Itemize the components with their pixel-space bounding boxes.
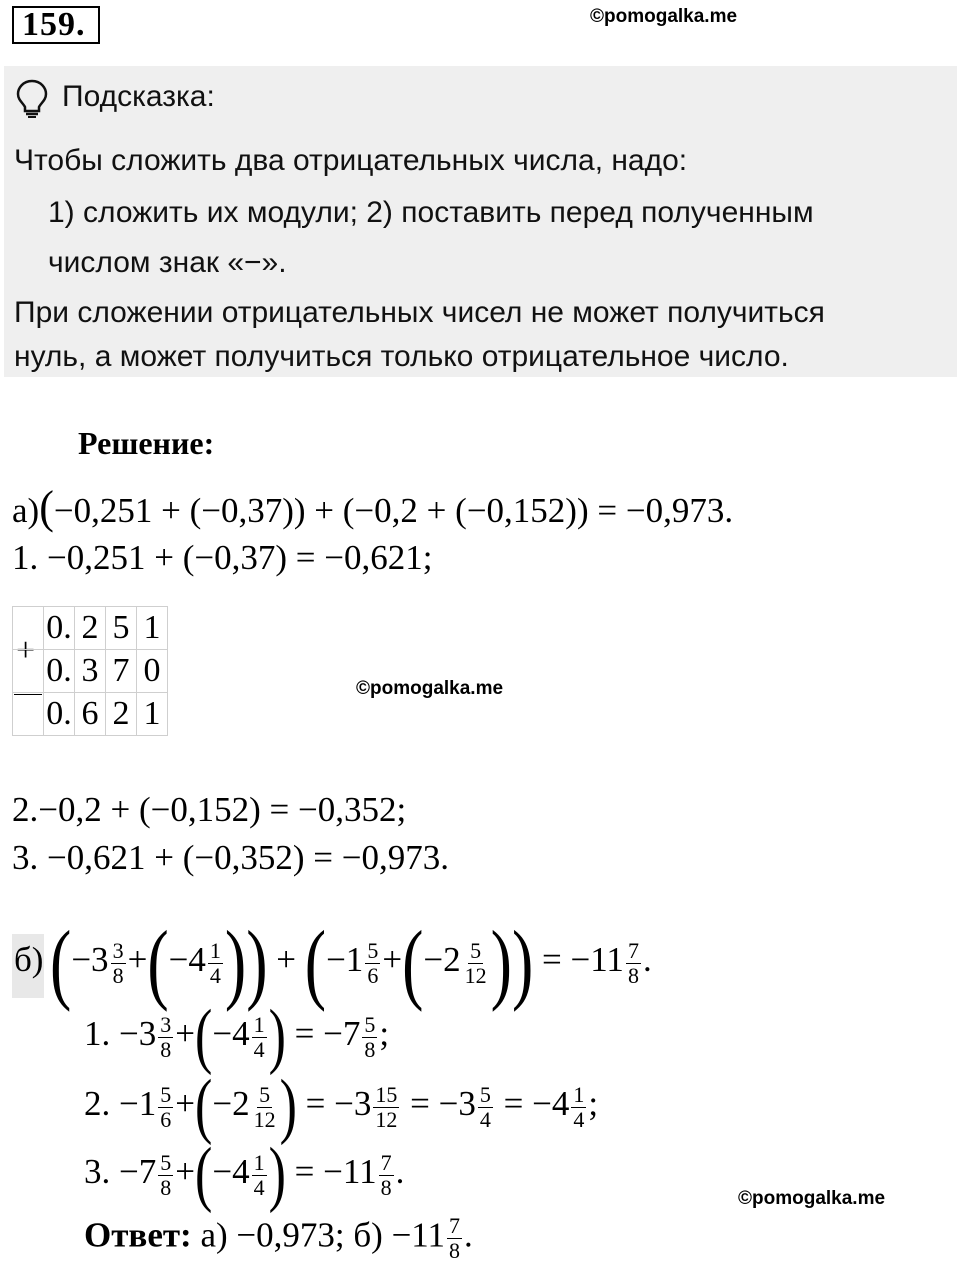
part-b-equation: (−3 $\frac{3}{8}$ +(−4 $\frac{1}{4}$ )) + (−1 $\frac{5}{6}$ +(−2 $\frac{5}{12}$ )) = −11 $\frac{7}{8}$ . xyxy=(50,912,652,1012)
problem-number: 159. xyxy=(12,6,100,44)
plus-sign: + xyxy=(16,632,36,669)
digit-cell: 1 xyxy=(137,607,168,650)
solution-title: Решение: xyxy=(78,425,215,461)
hint-line-3: числом знак «−». xyxy=(48,246,287,279)
part-a-step-3: 3. −0,621 + (−0,352) = −0,973. xyxy=(12,838,450,877)
watermark-middle: ©pomogalka.me xyxy=(356,678,504,699)
sum-row xyxy=(13,693,168,736)
answer-line: Ответ: а) −0,973; б) −11 $\frac{7}{8}$ . xyxy=(84,1213,473,1263)
digit-cell: 7 xyxy=(106,650,137,693)
part-a-label: а) xyxy=(12,491,40,530)
watermark-bottom: ©pomogalka.me xyxy=(738,1188,886,1209)
digit-cell: 0. xyxy=(44,650,75,693)
digit-cell: 2 xyxy=(75,607,106,650)
part-b-step-2: 2. −1 $\frac{5}{6}$ +(−2 $\frac{5}{12}$ ) = −3 $\frac{15}{12}$ = −3 $\frac{5}{4}$ = −4 $\frac{1}{4}$ ; xyxy=(84,1066,599,1147)
digit-cell: 6 xyxy=(75,693,106,736)
digit-cell: 3 xyxy=(75,650,106,693)
part-a-step-1: 1. −0,251 + (−0,37) = −0,621; xyxy=(12,538,433,577)
part-a-expression: −0,251 + (−0,37)) + (−0,2 + (−0,152)) = −0,973. xyxy=(53,491,734,530)
digit-cell: 0 xyxy=(137,650,168,693)
part-a-step-2: 2.−0,2 + (−0,152) = −0,352; xyxy=(12,790,407,829)
digit-cell: 0. xyxy=(44,607,75,650)
digit-cell: 5 xyxy=(106,607,137,650)
part-b-step-3: 3. −7 $\frac{5}{8}$ +(−4 $\frac{1}{4}$ ) = −11 $\frac{7}{8}$ . xyxy=(84,1134,405,1215)
hint-line-4: При сложении отрицательных чисел не может получиться xyxy=(14,296,825,329)
hint-line-5: нуль, а может получиться только отрицательное число. xyxy=(14,340,789,373)
hint-line-2: 1) сложить их модули; 2) поставить перед полученным xyxy=(48,196,814,229)
addend-row-2 xyxy=(13,650,168,693)
watermark: ©pomogalka.me xyxy=(590,6,738,27)
answer-label: Ответ: xyxy=(84,1215,192,1255)
addend-row-1 xyxy=(13,607,168,650)
hint-title: Подсказка: xyxy=(62,80,215,113)
digit-cell: 1 xyxy=(137,693,168,736)
answer-b: б) −11 xyxy=(353,1215,446,1255)
part-b-label: б) xyxy=(14,940,44,979)
part-b-step-1: 1. −3 $\frac{3}{8}$ +(−4 $\frac{1}{4}$ ) = −7 $\frac{5}{8}$ ; xyxy=(84,996,390,1077)
part-a-equation: а)(−0,251 + (−0,37)) + (−0,2 + (−0,152)) = −0,973. xyxy=(12,481,734,534)
hint-line-1: Чтобы сложить два отрицательных числа, надо: xyxy=(14,144,688,177)
digit-cell: 2 xyxy=(106,693,137,736)
answer-a: а) −0,973; xyxy=(200,1215,345,1255)
lightbulb-icon xyxy=(14,78,50,123)
column-addition xyxy=(12,606,168,736)
digit-cell: 0. xyxy=(44,693,75,736)
